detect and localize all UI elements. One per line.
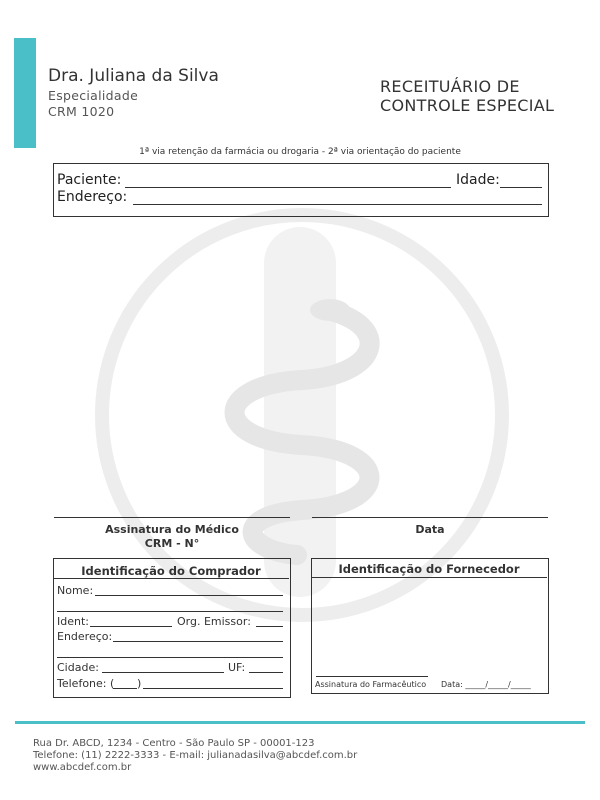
comprador-cidade-label: Cidade: bbox=[57, 661, 99, 674]
comprador-ident-label: Ident: bbox=[57, 615, 89, 628]
fornecedor-title: Identificação do Fornecedor bbox=[338, 562, 520, 576]
comprador-title: Identificação do Comprador bbox=[81, 564, 261, 578]
comprador-telefone-close: ) bbox=[137, 677, 142, 690]
comprador-telefone-field[interactable] bbox=[143, 688, 283, 689]
paciente-label: Paciente: bbox=[57, 172, 122, 188]
doctor-crm: CRM 1020 bbox=[48, 104, 115, 119]
medico-signature-label: Assinatura do Médico bbox=[105, 523, 239, 536]
crm-label: CRM - N° bbox=[144, 537, 200, 550]
idade-field[interactable] bbox=[500, 187, 542, 188]
data-label: Data bbox=[415, 523, 445, 536]
comprador-cidade-field[interactable] bbox=[102, 672, 224, 673]
comprador-nome-field-2[interactable] bbox=[57, 611, 283, 612]
comprador-nome-field[interactable] bbox=[95, 595, 283, 596]
data-signature-line[interactable] bbox=[312, 517, 548, 518]
comprador-nome-label: Nome: bbox=[57, 584, 94, 597]
doctor-name: Dra. Juliana da Silva bbox=[48, 66, 219, 86]
footer-website: www.abcdef.com.br bbox=[33, 762, 132, 773]
footer-accent-line bbox=[15, 721, 585, 724]
endereco-label: Endereço: bbox=[57, 189, 128, 205]
paciente-field[interactable] bbox=[125, 187, 451, 188]
comprador-endereco-field-2[interactable] bbox=[57, 657, 283, 658]
comprador-title-divider bbox=[53, 578, 289, 579]
via-note: 1ª via retenção da farmácia ou drogaria - 2ª via orientação do paciente bbox=[139, 147, 461, 157]
accent-bar bbox=[14, 38, 36, 148]
comprador-endereco-label: Endereço: bbox=[57, 630, 113, 643]
endereco-field[interactable] bbox=[133, 204, 542, 205]
comprador-uf-label: UF: bbox=[228, 661, 246, 674]
comprador-org-label: Org. Emissor: bbox=[177, 615, 251, 628]
idade-label: Idade: bbox=[456, 172, 500, 188]
farmaceutico-signature-label: Assinatura do Farmacêutico bbox=[315, 680, 427, 689]
document-title-line2: CONTROLE ESPECIAL bbox=[380, 96, 555, 115]
comprador-telefone-label: Telefone: ( bbox=[57, 677, 115, 690]
doctor-specialty: Especialidade bbox=[48, 88, 139, 103]
document-title-line1: RECEITUÁRIO DE bbox=[380, 77, 520, 96]
comprador-endereco-field[interactable] bbox=[113, 641, 283, 642]
comprador-ddd-field[interactable] bbox=[113, 688, 137, 689]
comprador-org-field[interactable] bbox=[256, 626, 283, 627]
fornecedor-data-label: Data: _____/_____/_____ bbox=[441, 680, 531, 689]
comprador-uf-field[interactable] bbox=[249, 672, 283, 673]
fornecedor-box bbox=[311, 558, 549, 694]
fornecedor-title-divider bbox=[311, 577, 547, 578]
medico-signature-line[interactable] bbox=[54, 517, 290, 518]
farmaceutico-signature-line[interactable] bbox=[316, 676, 428, 677]
footer-address: Rua Dr. ABCD, 1234 - Centro - São Paulo SP - 00001-123 bbox=[33, 738, 315, 749]
comprador-ident-field[interactable] bbox=[90, 626, 172, 627]
footer-contact: Telefone: (11) 2222-3333 - E-mail: julianadasilva@abcdef.com.br bbox=[33, 750, 358, 761]
